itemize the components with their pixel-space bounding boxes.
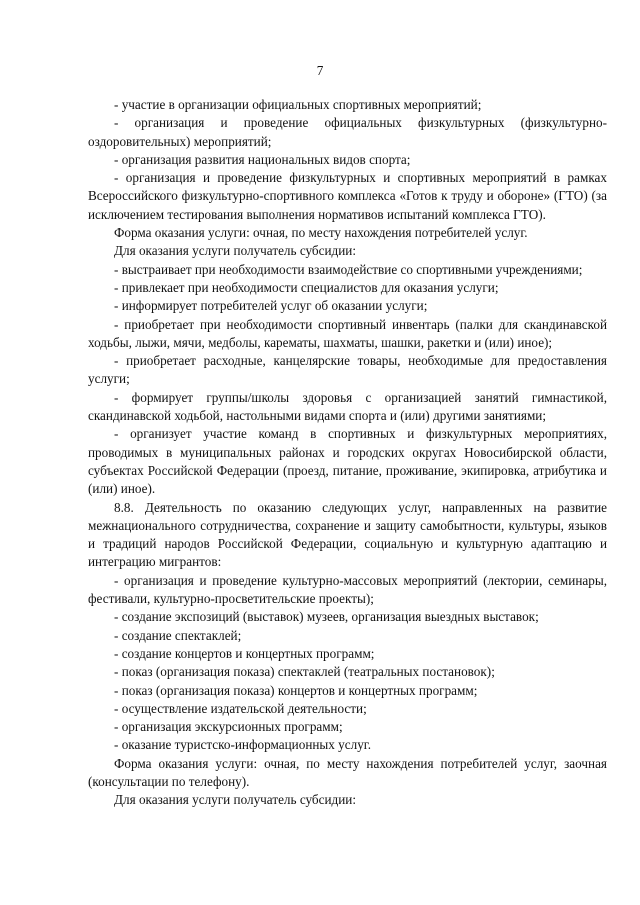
paragraph: - создание концертов и концертных программ; — [114, 645, 375, 661]
document-body — [88, 96, 607, 810]
paragraph: - организация экскурсионных программ; — [114, 719, 343, 735]
paragraph: - приобретает при необходимости спортивный инвентарь (палки для скандинавской ходьбы, лыжи, мячи, медболы, карематы, шахматы, шашки, ракетки и (или) иное); — [88, 316, 607, 350]
paragraph: - выстраивает при необходимости взаимодействие со спортивными учреждениями; — [114, 261, 583, 277]
paragraph: Форма оказания услуги: очная, по месту нахождения потребителей услуг. — [114, 225, 528, 241]
paragraph: 8.8. Деятельность по оказанию следующих услуг, направленных на развитие межнационального сотрудничества, сохранение и защиту самобытности, культуры, языков и традиций народов Российской Федерации, социальную и культурную адаптацию и интеграцию мигрантов: — [88, 499, 607, 570]
paragraph: - организация и проведение официальных физкультурных (физкультурно-оздоровительных) мероприятий; — [88, 115, 607, 149]
paragraph: - информирует потребителей услуг об оказании услуги; — [114, 298, 428, 314]
paragraph: Форма оказания услуги: очная, по месту нахождения потребителей услуг, заочная (консультации по телефону). — [88, 755, 607, 789]
paragraph: - показ (организация показа) концертов и концертных программ; — [114, 682, 478, 698]
paragraph: - создание экспозиций (выставок) музеев, организация выездных выставок; — [114, 609, 539, 625]
paragraph: - формирует группы/школы здоровья с организацией занятий гимнастикой, скандинавской ходьбой, настольными видами спорта и (или) другими занятиями; — [88, 389, 607, 424]
paragraph: - организация и проведение физкультурных и спортивных мероприятий в рамках Всероссийского физкультурно-спортивного комплекса «Готов к труду и обороне» (ГТО) (за исключением тестирования выполнения нормативов испытаний комплекса ГТО). — [88, 170, 607, 222]
paragraph: - показ (организация показа) спектаклей (театральных постановок); — [114, 664, 495, 680]
paragraph: - привлекает при необходимости специалистов для оказания услуги; — [114, 279, 499, 295]
paragraph: - организация развития национальных видов спорта; — [114, 151, 411, 167]
paragraph: - создание спектаклей; — [114, 627, 242, 643]
paragraph: - приобретает расходные, канцелярские товары, необходимые для предоставления услуги; — [88, 353, 607, 387]
paragraph: - оказание туристско-информационных услуг. — [114, 737, 372, 753]
paragraph: - участие в организации официальных спортивных мероприятий; — [114, 97, 482, 112]
paragraph: Для оказания услуги получатель субсидии: — [114, 792, 357, 808]
paragraph: - организация и проведение культурно-массовых мероприятий (лектории, семинары, фестивали, культурно-просветительские проекты); — [88, 572, 607, 607]
page-number: 7 — [316, 63, 324, 78]
paragraph: - организует участие команд в спортивных и физкультурных мероприятиях, проводимых в муниципальных районах и городских округах Новосибирской области, субъектах Российской Федерации (проезд, питание, проживание, экипировка, атрибутика и (или) иное). — [88, 426, 607, 497]
paragraph: Для оказания услуги получатель субсидии: — [114, 243, 357, 259]
paragraph: - осуществление издательской деятельности; — [114, 700, 367, 716]
